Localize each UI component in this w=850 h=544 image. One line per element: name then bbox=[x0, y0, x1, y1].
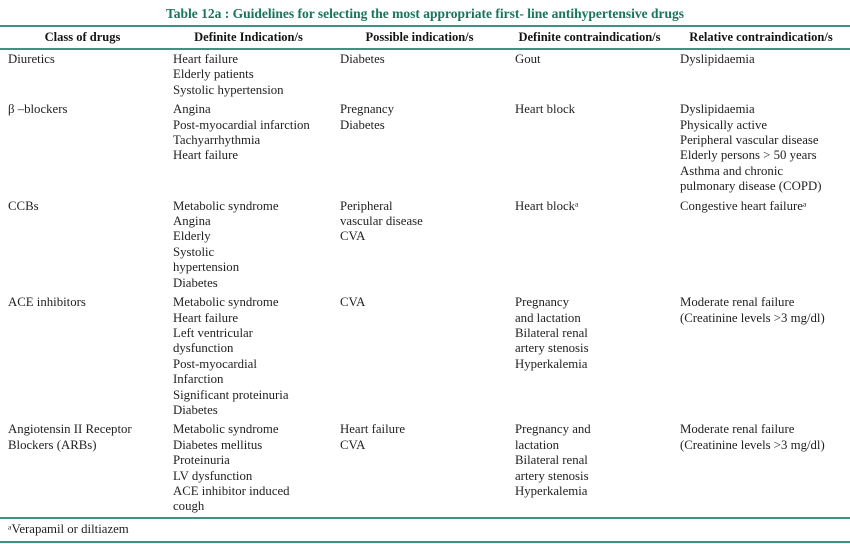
cell-definite-indications: Heart failure Elderly patients Systolic hypertension bbox=[173, 52, 284, 97]
cell-definite-indications: Metabolic syndrome Heart failure Left ventricular dysfunction Post-myocardial Infarction Significant proteinuria Diabetes bbox=[173, 295, 289, 417]
cell-relative-contraindications: Moderate renal failure (Creatinine levels >3 mg/dl) bbox=[680, 295, 825, 325]
header-row bbox=[0, 26, 850, 49]
row-beta-blockers bbox=[0, 100, 850, 196]
col-header-possible-indications: Possible indication/s bbox=[332, 26, 507, 49]
cell-relative-contraindications: Congestive heart failureᵃ bbox=[680, 198, 807, 213]
col-header-class-of-drugs: Class of drugs bbox=[0, 26, 165, 49]
drug-guidelines-table bbox=[0, 25, 850, 517]
cell-drug-class: Diuretics bbox=[8, 52, 55, 66]
row-ccbs bbox=[0, 197, 850, 293]
cell-relative-contraindications: Moderate renal failure (Creatinine levels >3 mg/dl) bbox=[680, 422, 825, 452]
cell-drug-class: Angiotensin II Receptor Blockers (ARBs) bbox=[8, 422, 132, 452]
cell-possible-indications: Pregnancy Diabetes bbox=[340, 102, 395, 132]
cell-drug-class: ACE inhibitors bbox=[8, 295, 86, 310]
cell-drug-class: β –blockers bbox=[8, 102, 68, 117]
cell-definite-contraindications: Heart blockᵃ bbox=[515, 198, 579, 213]
col-header-relative-contraindications: Relative contraindication/s bbox=[672, 26, 850, 49]
col-header-definite-indications: Definite Indication/s bbox=[165, 26, 332, 49]
col-header-definite-contraindications: Definite contraindication/s bbox=[507, 26, 672, 49]
cell-definite-contraindications: Pregnancy and lactation Bilateral renal artery stenosis Hyperkalemia bbox=[515, 422, 591, 498]
cell-definite-contraindications: Pregnancy and lactation Bilateral renal artery stenosis Hyperkalemia bbox=[515, 295, 589, 371]
table-title: Table 12a : Guidelines for selecting the most appropriate first- line antihypertensive drugs bbox=[166, 6, 684, 21]
cell-relative-contraindications: Dyslipidaemia Physically active Peripheral vascular disease Elderly persons > 50 years Asthma and chronic pulmonary disease (COPD) bbox=[680, 102, 822, 194]
table-footnote: ᵃVerapamil or diltiazem bbox=[0, 517, 850, 543]
row-diuretics bbox=[0, 49, 850, 100]
cell-drug-class: CCBs bbox=[8, 198, 39, 213]
cell-definite-contraindications: Gout bbox=[515, 52, 541, 66]
cell-definite-contraindications: Heart block bbox=[515, 102, 576, 117]
cell-definite-indications: Metabolic syndrome Diabetes mellitus Proteinuria LV dysfunction ACE inhibitor induced cough bbox=[173, 422, 290, 514]
cell-possible-indications: CVA bbox=[340, 295, 366, 310]
cell-definite-indications: Metabolic syndrome Angina Elderly Systolic hypertension Diabetes bbox=[173, 198, 279, 290]
cell-definite-indications: Angina Post-myocardial infarction Tachyarrhythmia Heart failure bbox=[173, 102, 310, 163]
cell-possible-indications: Heart failure CVA bbox=[340, 422, 406, 452]
cell-possible-indications: Peripheral vascular disease CVA bbox=[340, 198, 423, 244]
row-ace-inhibitors bbox=[0, 293, 850, 420]
cell-possible-indications: Diabetes bbox=[340, 52, 385, 66]
cell-relative-contraindications: Dyslipidaemia bbox=[680, 52, 755, 66]
row-arbs bbox=[0, 420, 850, 516]
